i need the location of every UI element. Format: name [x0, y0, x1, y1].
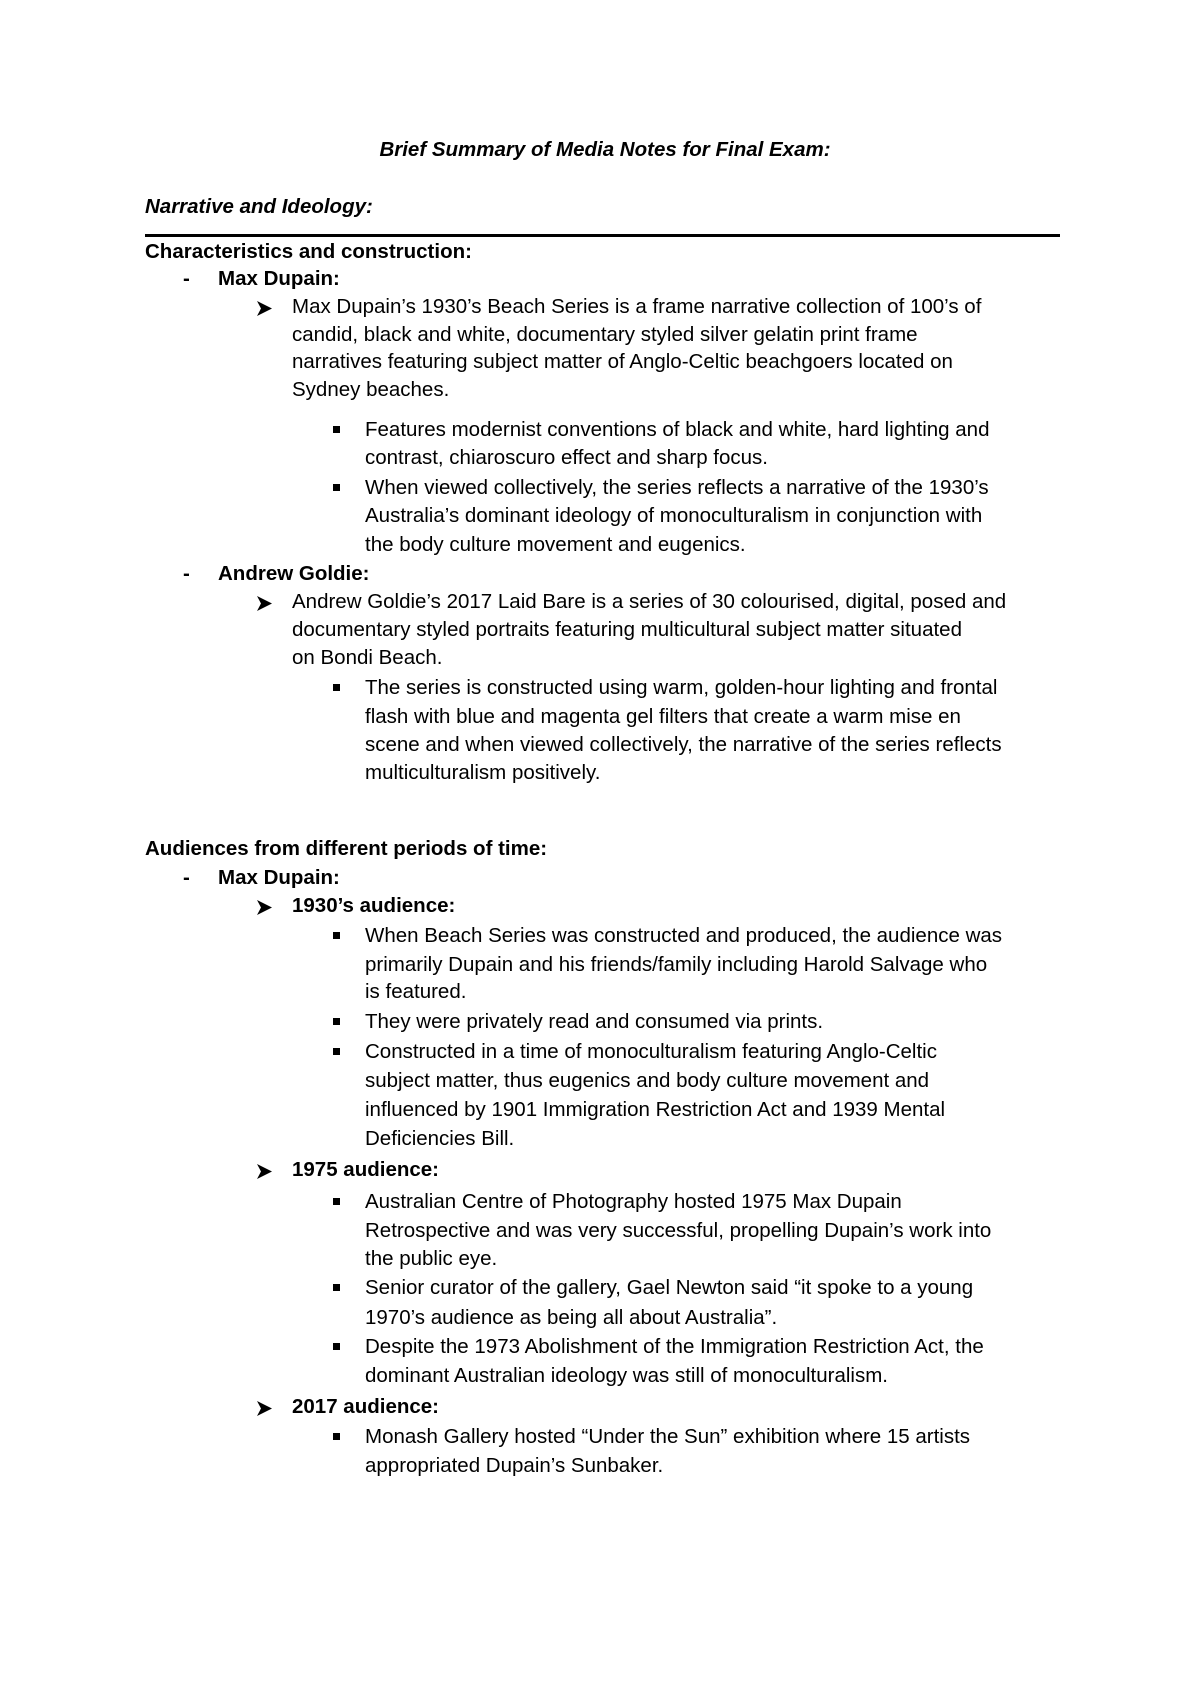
label-andrew-goldie: Andrew Goldie: — [218, 562, 370, 585]
arrow-bullet-icon — [256, 595, 273, 612]
subheading-characteristics: Characteristics and construction: — [145, 240, 472, 263]
heading-underline — [145, 234, 1060, 237]
text-line: narratives featuring subject matter of Anglo-Celtic beachgoers located on — [292, 350, 953, 373]
section-heading-narrative: Narrative and Ideology: — [145, 195, 373, 218]
text-line: subject matter, thus eugenics and body culture movement and — [365, 1069, 930, 1092]
label-2017-audience: 2017 audience: — [292, 1395, 439, 1418]
label-max-dupain-audiences: Max Dupain: — [218, 866, 340, 889]
text-line: Sydney beaches. — [292, 378, 450, 401]
text-line: scene and when viewed collectively, the narrative of the series reflects — [365, 733, 1002, 756]
text-line: the body culture movement and eugenics. — [365, 533, 746, 556]
text-line: appropriated Dupain’s Sunbaker. — [365, 1454, 664, 1477]
text-line: on Bondi Beach. — [292, 646, 443, 669]
square-bullet-icon — [333, 1018, 340, 1025]
text-line: Max Dupain’s 1930’s Beach Series is a frame narrative collection of 100’s of — [292, 295, 982, 318]
text-line: When Beach Series was constructed and produced, the audience was — [365, 924, 1003, 947]
square-bullet-icon — [333, 1343, 340, 1350]
square-bullet-icon — [333, 1048, 340, 1055]
text-line: Andrew Goldie’s 2017 Laid Bare is a series of 30 colourised, digital, posed and — [292, 590, 1007, 613]
label-1975-audience: 1975 audience: — [292, 1158, 439, 1181]
square-bullet-icon — [333, 684, 340, 691]
text-line: Australian Centre of Photography hosted 1975 Max Dupain — [365, 1190, 902, 1213]
dash-bullet-icon: - — [183, 562, 190, 585]
text-line: contrast, chiaroscuro effect and sharp focus. — [365, 446, 769, 469]
arrow-bullet-icon — [256, 300, 273, 317]
text-line: Monash Gallery hosted “Under the Sun” exhibition where 15 artists — [365, 1425, 971, 1448]
dash-bullet-icon: - — [183, 866, 190, 889]
arrow-bullet-icon — [256, 899, 273, 916]
text-line: the public eye. — [365, 1247, 498, 1270]
text-line: They were privately read and consumed via prints. — [365, 1010, 824, 1033]
text-line: When viewed collectively, the series reflects a narrative of the 1930’s — [365, 476, 989, 499]
document-title: Brief Summary of Media Notes for Final Exam: — [379, 138, 831, 161]
arrow-bullet-icon — [256, 1400, 273, 1417]
text-line: candid, black and white, documentary styled silver gelatin print frame — [292, 323, 918, 346]
label-max-dupain: Max Dupain: — [218, 267, 340, 290]
square-bullet-icon — [333, 426, 340, 433]
text-line: Australia’s dominant ideology of monoculturalism in conjunction with — [365, 504, 983, 527]
text-line: Retrospective and was very successful, propelling Dupain’s work into — [365, 1219, 992, 1242]
text-line: primarily Dupain and his friends/family including Harold Salvage who — [365, 953, 988, 976]
subheading-audiences: Audiences from different periods of time: — [145, 837, 548, 860]
text-line: The series is constructed using warm, golden-hour lighting and frontal — [365, 676, 998, 699]
text-line: Features modernist conventions of black and white, hard lighting and — [365, 418, 990, 441]
dash-bullet-icon: - — [183, 267, 190, 290]
text-line: 1970’s audience as being all about Australia”. — [365, 1306, 778, 1329]
text-line: Despite the 1973 Abolishment of the Immigration Restriction Act, the — [365, 1335, 984, 1358]
square-bullet-icon — [333, 932, 340, 939]
text-line: multiculturalism positively. — [365, 761, 601, 784]
arrow-bullet-icon — [256, 1163, 273, 1180]
label-1930s-audience: 1930’s audience: — [292, 894, 456, 917]
text-line: dominant Australian ideology was still of monoculturalism. — [365, 1364, 889, 1387]
text-line: influenced by 1901 Immigration Restriction Act and 1939 Mental — [365, 1098, 946, 1121]
document-page — [145, 0, 1065, 1698]
text-line: Deficiencies Bill. — [365, 1127, 515, 1150]
square-bullet-icon — [333, 1433, 340, 1440]
square-bullet-icon — [333, 484, 340, 491]
text-line: flash with blue and magenta gel filters that create a warm mise en — [365, 705, 961, 728]
text-line: Senior curator of the gallery, Gael Newton said “it spoke to a young — [365, 1276, 974, 1299]
square-bullet-icon — [333, 1198, 340, 1205]
text-line: is featured. — [365, 980, 467, 1003]
square-bullet-icon — [333, 1284, 340, 1291]
text-line: documentary styled portraits featuring multicultural subject matter situated — [292, 618, 962, 641]
text-line: Constructed in a time of monoculturalism featuring Anglo-Celtic — [365, 1040, 937, 1063]
